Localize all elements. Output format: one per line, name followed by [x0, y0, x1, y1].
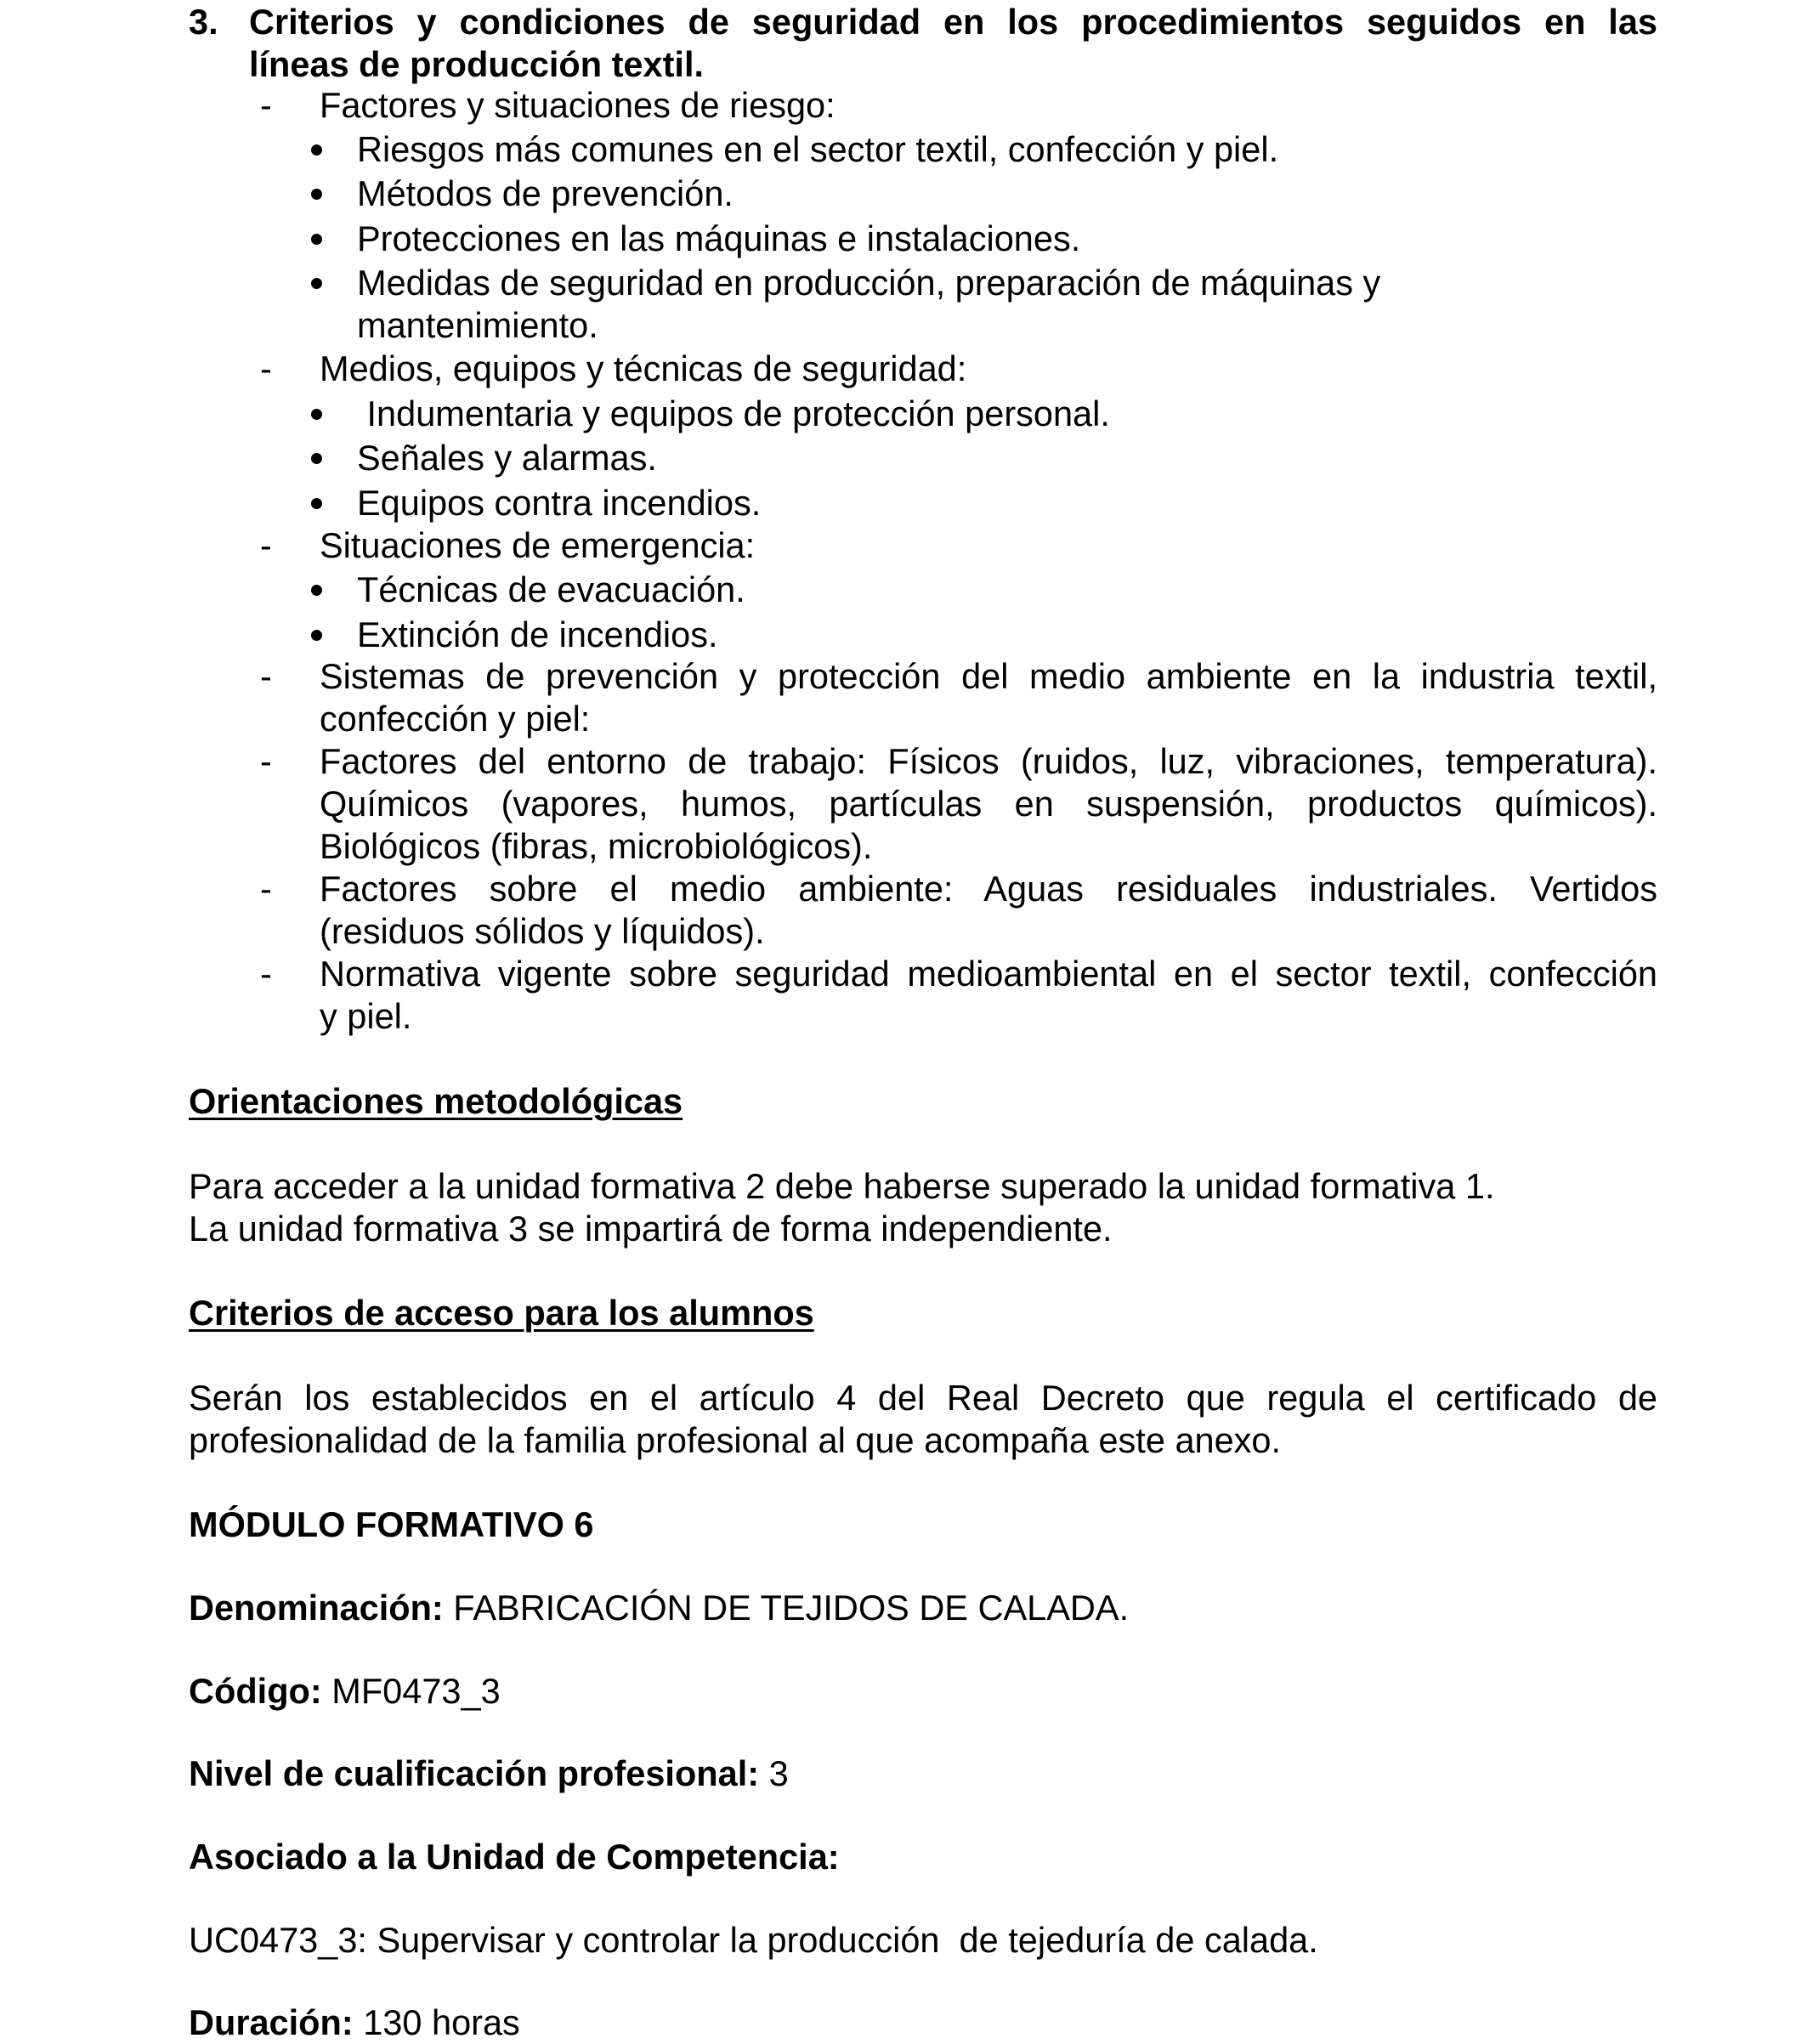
nivel-row — [189, 1752, 789, 1795]
bullet-icon — [311, 234, 322, 245]
list-item: Protecciones en las máquinas e instalaciones. — [357, 218, 1081, 258]
list-item-continuation: mantenimiento. — [357, 305, 598, 345]
paragraph-line: Factores del entorno de trabajo: Físicos (ruidos, luz, vibraciones, temperatura). — [320, 741, 1657, 781]
list-item: Técnicas de evacuación. — [357, 569, 745, 609]
denominacion-label: Denominación: — [189, 1588, 444, 1628]
dash-marker: - — [260, 869, 272, 909]
group-label-safety-means: Medios, equipos y técnicas de seguridad: — [320, 348, 967, 388]
paragraph-line: y piel. — [320, 996, 412, 1036]
list-item: Extinción de incendios. — [357, 614, 718, 654]
bullet-icon — [311, 144, 322, 156]
orientaciones-line-1: Para acceder a la unidad formativa 2 debe haberse superado la unidad formativa 1. — [189, 1166, 1495, 1206]
bullet-icon — [311, 498, 322, 509]
codigo-value: MF0473_3 — [321, 1671, 501, 1711]
paragraph-line: Biológicos (fibras, microbiológicos). — [320, 826, 873, 866]
duracion-label: Duración: — [189, 2002, 354, 2042]
list-item: Métodos de prevención. — [357, 173, 734, 213]
paragraph-line: Normativa vigente sobre seguridad medioambiental en el sector textil, confección — [320, 954, 1657, 994]
asociado-label: Asociado a la Unidad de Competencia: — [189, 1837, 840, 1877]
heading-criterios-acceso: Criterios de acceso para los alumnos — [189, 1293, 814, 1333]
paragraph-line: Químicos (vapores, humos, partículas en suspensión, productos químicos). — [320, 784, 1657, 824]
nivel-label: Nivel de cualificación profesional: — [189, 1753, 760, 1793]
section-title-line-1: Criterios y condiciones de seguridad en los procedimientos seguidos en las — [249, 2, 1657, 42]
dash-marker: - — [260, 525, 272, 565]
dash-marker: - — [260, 741, 272, 781]
uc-text: UC0473_3: Supervisar y controlar la producción de tejeduría de calada. — [189, 1920, 1318, 1960]
dash-marker: - — [260, 348, 272, 388]
orientaciones-line-2: La unidad formativa 3 se impartirá de forma independiente. — [189, 1209, 1113, 1248]
denominacion-row — [189, 1587, 1129, 1629]
dash-marker: - — [260, 954, 272, 994]
nivel-value: 3 — [759, 1753, 789, 1793]
codigo-label: Código: — [189, 1671, 322, 1711]
bullet-icon — [311, 453, 322, 464]
dash-marker: - — [260, 656, 272, 696]
dash-marker: - — [260, 85, 272, 125]
section-number: 3. — [189, 2, 218, 42]
paragraph-line: (residuos sólidos y líquidos). — [320, 911, 765, 951]
group-label-risk-factors: Factores y situaciones de riesgo: — [320, 85, 836, 125]
module-title: MÓDULO FORMATIVO 6 — [189, 1504, 594, 1544]
codigo-row — [189, 1670, 501, 1713]
criterios-line-1: Serán los establecidos en el artículo 4 del Real Decreto que regula el certificado de — [189, 1378, 1657, 1418]
section-title-line-2: líneas de producción textil. — [249, 44, 705, 84]
bullet-icon — [311, 189, 322, 200]
criterios-line-2: profesionalidad de la familia profesional al que acompaña este anexo. — [189, 1420, 1282, 1460]
bullet-icon — [311, 409, 322, 420]
bullet-icon — [311, 585, 322, 596]
bullet-icon — [311, 630, 322, 641]
list-item: Medidas de seguridad en producción, preparación de máquinas y — [357, 263, 1381, 303]
paragraph-line: Sistemas de prevención y protección del medio ambiente en la industria textil, — [320, 656, 1657, 696]
list-item: Equipos contra incendios. — [357, 483, 762, 523]
list-item: Indumentaria y equipos de protección personal. — [357, 394, 1110, 433]
denominacion-value: FABRICACIÓN DE TEJIDOS DE CALADA. — [443, 1588, 1130, 1628]
list-item: Señales y alarmas. — [357, 438, 657, 478]
bullet-icon — [311, 278, 322, 289]
group-label-emergency: Situaciones de emergencia: — [320, 525, 756, 565]
list-item: Riesgos más comunes en el sector textil, confección y piel. — [357, 129, 1279, 169]
paragraph-line: Factores sobre el medio ambiente: Aguas residuales industriales. Vertidos — [320, 869, 1657, 909]
heading-orientaciones: Orientaciones metodológicas — [189, 1081, 683, 1121]
paragraph-line: confección y piel: — [320, 699, 591, 739]
duracion-value: 130 horas — [353, 2002, 520, 2042]
